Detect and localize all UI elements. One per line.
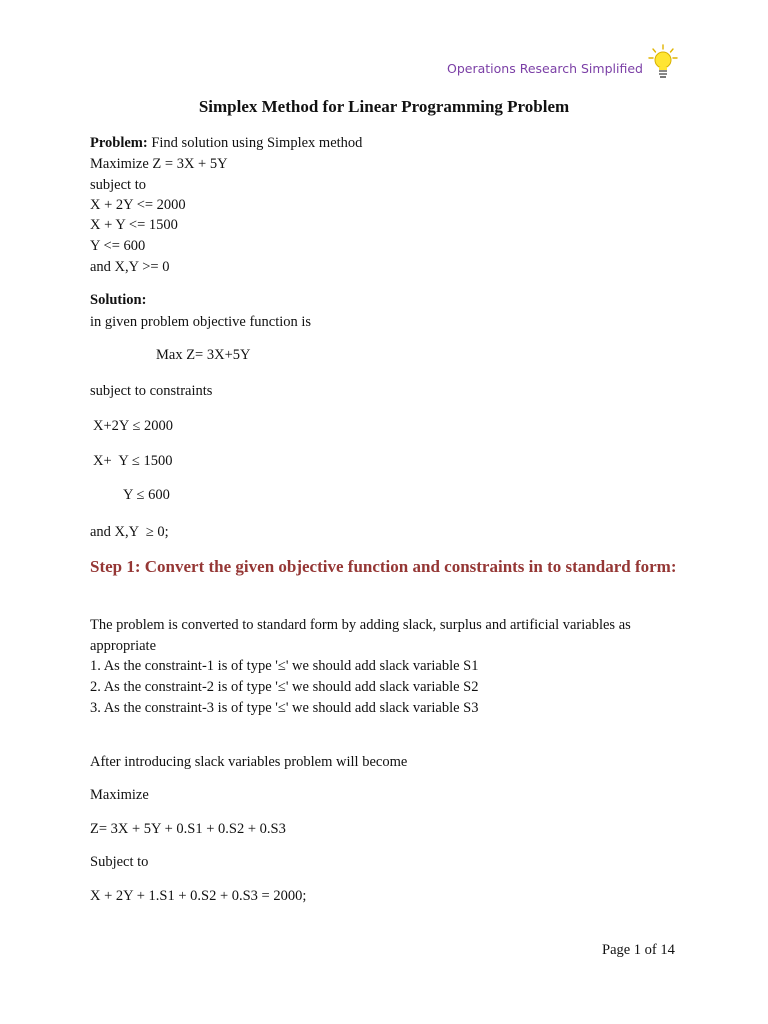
slack-intro: After introducing slack variables problem will become [90, 754, 408, 770]
problem-line: X + 2Y <= 2000 [90, 197, 186, 213]
constraint-2: X+ Y ≤ 1500 [93, 453, 173, 469]
problem-text: Find solution using Simplex method [147, 135, 363, 151]
solution-intro: in given problem objective function is [90, 314, 312, 330]
standard-constraint-1: X + 2Y + 1.S1 + 0.S2 + 0.S3 = 2000; [90, 888, 307, 904]
subject-to-label: Subject to [90, 854, 149, 870]
standard-objective: Z= 3X + 5Y + 0.S1 + 0.S2 + 0.S3 [90, 821, 286, 837]
problem-label: Problem: [90, 135, 148, 151]
constraints-label: subject to constraints [90, 383, 213, 399]
brand-name: Operations Research Simplified [447, 61, 643, 76]
step-1-paragraph: The problem is converted to standard form by adding slack, surplus and artificial variables as appropriate [90, 617, 631, 654]
step-1-item: 2. As the constraint-2 is of type '≤' we should add slack variable S2 [90, 679, 479, 695]
objective-function: Max Z= 3X+5Y [156, 347, 251, 363]
problem-line: X + Y <= 1500 [90, 217, 178, 233]
problem-line: Maximize Z = 3X + 5Y [90, 156, 228, 172]
constraint-1: X+2Y ≤ 2000 [93, 418, 174, 434]
step-1-item: 1. As the constraint-1 is of type '≤' we should add slack variable S1 [90, 658, 479, 674]
problem-line: subject to [90, 177, 146, 193]
maximize-label: Maximize [90, 787, 149, 803]
solution-label: Solution: [90, 292, 147, 308]
lightbulb-icon [648, 44, 678, 80]
non-negativity: and X,Y ≥ 0; [90, 524, 169, 540]
step-1-item: 3. As the constraint-3 is of type '≤' we should add slack variable S3 [90, 700, 479, 716]
document-title: Simplex Method for Linear Programming Problem [198, 97, 570, 116]
problem-statement [90, 135, 362, 152]
constraint-3: Y ≤ 600 [123, 487, 170, 503]
page-number: Page 1 of 14 [602, 942, 675, 958]
problem-line: and X,Y >= 0 [90, 259, 170, 275]
step-1-heading: Step 1: Convert the given objective function and constraints in to standard form: [90, 557, 677, 576]
problem-line: Y <= 600 [90, 238, 146, 254]
